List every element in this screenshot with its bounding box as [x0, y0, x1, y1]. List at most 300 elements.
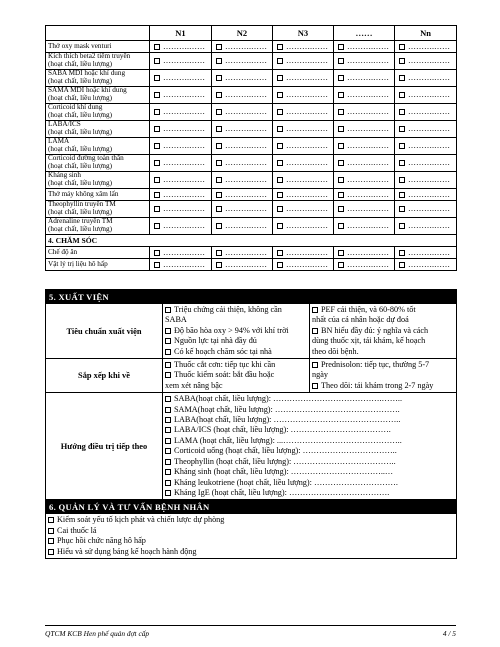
row-label-line: (hoạt chất, liều lượng)	[48, 111, 112, 119]
option-label: Kháng sinh (hoạt chất, liều lượng): ……………………………..…	[174, 467, 394, 477]
checkbox-option[interactable]	[165, 478, 454, 488]
checkbox-icon[interactable]	[277, 250, 283, 256]
entry-cell[interactable]	[273, 121, 334, 138]
checkbox-icon[interactable]	[154, 177, 160, 183]
monitoring-corner-cell	[46, 26, 150, 41]
checkbox-icon[interactable]	[154, 250, 160, 256]
option-label: Cai thuốc lá	[57, 525, 97, 535]
entry-blank: ……….……	[286, 247, 328, 257]
checkbox-icon[interactable]	[277, 160, 283, 166]
checkbox-icon[interactable]	[216, 192, 222, 198]
checkbox-icon[interactable]	[154, 75, 160, 81]
entry-cell[interactable]	[273, 155, 334, 172]
checkbox-option[interactable]: Prednisolon: tiếp tục, thường 5-7	[312, 360, 454, 370]
checkbox-icon[interactable]	[154, 143, 160, 149]
checkbox-option[interactable]	[48, 536, 454, 546]
checkbox-icon[interactable]	[154, 126, 160, 132]
checkbox-icon[interactable]	[165, 427, 171, 433]
entry-cell[interactable]	[334, 155, 395, 172]
checkbox-icon[interactable]	[216, 143, 222, 149]
entry-blank: ……….……	[225, 90, 267, 100]
entry-blank: ……….……	[225, 41, 267, 51]
entry-blank: ……….……	[163, 259, 205, 269]
monitoring-row	[46, 138, 457, 155]
entry-cell[interactable]	[150, 70, 212, 87]
entry-cell[interactable]	[395, 201, 457, 218]
row-label	[46, 41, 150, 53]
checkbox-icon[interactable]	[338, 126, 344, 132]
entry-blank: ……….……	[163, 189, 205, 199]
checkbox-icon[interactable]	[338, 92, 344, 98]
option-continuation: dùng thuốc xịt, tái khám, kế hoạch	[312, 336, 426, 346]
checkbox-icon[interactable]	[154, 223, 160, 229]
entry-cell[interactable]	[395, 218, 457, 235]
checkbox-icon[interactable]	[312, 383, 318, 389]
entry-blank: ……….……	[163, 107, 205, 117]
entry-blank: ……….……	[225, 189, 267, 199]
row-label-line: Corticoid đường toàn thân	[48, 154, 124, 163]
row-label-line: (hoạt chất, liều lượng)	[48, 162, 112, 170]
option-label: LAMA (hoạt chất, liều lượng): ...……………………………………..	[174, 435, 402, 445]
entry-cell[interactable]	[334, 189, 395, 201]
entry-cell[interactable]	[150, 138, 212, 155]
entry-cell[interactable]	[273, 259, 334, 271]
row-label-discharge-arrangement: Sắp xếp khi về	[46, 359, 163, 393]
checkbox-option[interactable]	[165, 488, 454, 498]
entry-cell[interactable]	[212, 53, 273, 70]
checkbox-icon[interactable]	[48, 538, 54, 544]
entry-cell[interactable]	[150, 87, 212, 104]
checkbox-option[interactable]: Theo dõi: tái khám trong 2-7 ngày	[312, 381, 454, 391]
entry-cell[interactable]	[334, 87, 395, 104]
checkbox-icon[interactable]	[277, 126, 283, 132]
entry-cell[interactable]	[273, 189, 334, 201]
entry-cell[interactable]	[212, 218, 273, 235]
entry-cell[interactable]	[150, 53, 212, 70]
checkbox-icon[interactable]	[216, 58, 222, 64]
checkbox-icon[interactable]	[216, 75, 222, 81]
checkbox-icon[interactable]	[399, 44, 405, 50]
entry-blank: ……….……	[286, 204, 328, 214]
option-label: Theophyllin (hoạt chất, liều lượng): ………………………………..	[174, 456, 396, 466]
entry-cell[interactable]	[395, 172, 457, 189]
entry-cell[interactable]	[212, 155, 273, 172]
entry-blank: ……….……	[347, 259, 389, 269]
row-label	[46, 259, 150, 271]
entry-blank: ……….……	[225, 175, 267, 185]
entry-cell[interactable]	[212, 138, 273, 155]
checkbox-icon[interactable]	[338, 44, 344, 50]
checkbox-icon[interactable]	[154, 58, 160, 64]
checkbox-icon[interactable]	[154, 262, 160, 268]
row-label-line: LABA/ICS	[48, 120, 81, 129]
checkbox-icon[interactable]	[216, 262, 222, 268]
section-header-management: 6. QUẢN LÝ VÀ TƯ VẤN BỆNH NHÂN	[46, 500, 457, 514]
footer-divider	[45, 625, 456, 626]
checkbox-icon[interactable]	[399, 143, 405, 149]
checkbox-option[interactable]	[165, 467, 454, 477]
checkbox-icon[interactable]	[338, 192, 344, 198]
entry-cell[interactable]	[273, 247, 334, 259]
row-label-line: Corticoid khí dung	[48, 103, 103, 112]
entry-cell[interactable]	[212, 259, 273, 271]
entry-blank: ……….……	[408, 247, 450, 257]
checkbox-icon[interactable]	[165, 438, 171, 444]
entry-blank: ……….……	[163, 204, 205, 214]
row-label-line: Kháng sinh	[48, 171, 81, 180]
entry-blank: ……….……	[408, 124, 450, 134]
management-row	[46, 514, 457, 559]
entry-blank: ……….……	[163, 41, 205, 51]
entry-blank: ……….……	[347, 158, 389, 168]
checkbox-icon[interactable]	[399, 223, 405, 229]
entry-cell[interactable]	[273, 104, 334, 121]
checkbox-icon[interactable]	[277, 262, 283, 268]
entry-cell[interactable]	[150, 121, 212, 138]
entry-cell[interactable]	[395, 104, 457, 121]
checkbox-icon[interactable]	[154, 44, 160, 50]
entry-cell[interactable]	[150, 104, 212, 121]
option-continuation: SABA	[165, 315, 187, 325]
checkbox-icon[interactable]	[277, 143, 283, 149]
checkbox-icon[interactable]	[216, 206, 222, 212]
checkbox-option[interactable]: Độ bão hòa oxy > 94% với khí trời	[165, 326, 307, 336]
row-label	[46, 247, 150, 259]
monitoring-row	[46, 201, 457, 218]
entry-blank: ……….……	[286, 124, 328, 134]
row-label-line: (hoạt chất, liều lượng)	[48, 128, 112, 136]
option-continuation: theo dõi bệnh.	[312, 346, 359, 356]
row-label-line: (hoạt chất, liều lượng)	[48, 77, 112, 85]
entry-blank: ……….……	[347, 204, 389, 214]
entry-blank: ……….……	[408, 107, 450, 117]
checkbox-icon[interactable]	[277, 177, 283, 183]
entry-blank: ……….……	[408, 221, 450, 231]
entry-blank: ……….……	[163, 141, 205, 151]
entry-cell[interactable]	[395, 155, 457, 172]
checkbox-icon[interactable]	[165, 328, 171, 334]
entry-blank: ……….……	[225, 141, 267, 151]
entry-blank: ……….……	[225, 247, 267, 257]
checkbox-icon[interactable]	[165, 490, 171, 496]
checkbox-icon[interactable]	[154, 160, 160, 166]
checkbox-icon[interactable]	[165, 338, 171, 344]
checkbox-icon[interactable]	[216, 92, 222, 98]
discharge-table	[45, 289, 457, 559]
checkbox-icon[interactable]	[338, 160, 344, 166]
entry-cell[interactable]	[212, 104, 273, 121]
entry-cell[interactable]	[395, 121, 457, 138]
checkbox-icon[interactable]	[399, 75, 405, 81]
entry-blank: ……….……	[286, 175, 328, 185]
column-header: N2	[212, 26, 273, 41]
checkbox-option[interactable]	[165, 425, 454, 435]
entry-cell[interactable]	[150, 218, 212, 235]
checkbox-option[interactable]	[165, 415, 454, 425]
checkbox-icon[interactable]	[165, 362, 171, 368]
monitoring-row	[46, 155, 457, 172]
checkbox-icon[interactable]	[312, 328, 318, 334]
checkbox-icon[interactable]	[165, 372, 171, 378]
entry-blank: ……….……	[163, 90, 205, 100]
checkbox-icon[interactable]	[277, 44, 283, 50]
entry-blank: ……….……	[286, 56, 328, 66]
checkbox-icon[interactable]	[216, 109, 222, 115]
entry-blank: ……….……	[225, 56, 267, 66]
row-label-discharge-criteria: Tiêu chuẩn xuất viện	[46, 304, 163, 359]
checkbox-icon[interactable]	[312, 362, 318, 368]
checkbox-icon[interactable]	[399, 58, 405, 64]
entry-blank: ……….……	[225, 124, 267, 134]
checkbox-icon[interactable]	[48, 517, 54, 523]
entry-cell[interactable]	[334, 121, 395, 138]
entry-blank: ……….……	[286, 141, 328, 151]
checkbox-icon[interactable]	[399, 160, 405, 166]
checkbox-icon[interactable]	[277, 92, 283, 98]
entry-cell[interactable]	[212, 121, 273, 138]
checkbox-icon[interactable]	[399, 262, 405, 268]
row-label-line: (hoạt chất, liều lượng)	[48, 60, 112, 68]
entry-cell[interactable]	[212, 201, 273, 218]
entry-blank: ……….……	[286, 90, 328, 100]
entry-cell[interactable]	[273, 53, 334, 70]
checkbox-icon[interactable]	[399, 250, 405, 256]
entry-blank: ……….……	[286, 107, 328, 117]
checkbox-icon[interactable]	[338, 75, 344, 81]
row-label-followup: Hướng điều trị tiếp theo	[46, 393, 163, 500]
entry-blank: ……….……	[286, 41, 328, 51]
checkbox-icon[interactable]	[312, 307, 318, 313]
checkbox-option[interactable]	[48, 547, 454, 557]
checkbox-icon[interactable]	[277, 109, 283, 115]
checkbox-icon[interactable]	[338, 223, 344, 229]
row-label-line: (hoạt chất, liều lượng)	[48, 94, 112, 102]
entry-blank: ……….……	[225, 73, 267, 83]
checkbox-icon[interactable]	[48, 549, 54, 555]
checkbox-icon[interactable]	[338, 250, 344, 256]
checkbox-icon[interactable]	[165, 349, 171, 355]
entry-blank: ……….……	[286, 259, 328, 269]
entry-cell[interactable]	[334, 41, 395, 53]
entry-blank: ……….……	[408, 189, 450, 199]
entry-cell[interactable]	[395, 189, 457, 201]
entry-cell[interactable]	[273, 138, 334, 155]
checkbox-option[interactable]: Có kế hoạch chăm sóc tại nhà	[165, 347, 307, 357]
entry-blank: ……….……	[286, 221, 328, 231]
criteria-left	[163, 304, 310, 359]
entry-cell[interactable]	[334, 70, 395, 87]
arrangement-left	[163, 359, 310, 393]
checkbox-icon[interactable]	[216, 44, 222, 50]
checkbox-icon[interactable]	[277, 75, 283, 81]
entry-cell[interactable]	[212, 172, 273, 189]
column-header: N1	[150, 26, 212, 41]
checkbox-icon[interactable]	[165, 417, 171, 423]
entry-blank: ……….……	[408, 259, 450, 269]
entry-cell[interactable]	[273, 201, 334, 218]
checkbox-icon[interactable]	[165, 307, 171, 313]
checkbox-icon[interactable]	[399, 192, 405, 198]
monitoring-row	[46, 87, 457, 104]
entry-cell[interactable]	[334, 247, 395, 259]
checkbox-icon[interactable]	[165, 480, 171, 486]
checkbox-option[interactable]: Triệu chứng cải thiện, không cần	[165, 305, 307, 315]
row-label-line: (hoạt chất, liều lượng)	[48, 145, 112, 153]
entry-cell[interactable]	[395, 259, 457, 271]
entry-blank: ……….……	[408, 73, 450, 83]
monitoring-row	[46, 121, 457, 138]
column-header: ……	[334, 26, 395, 41]
entry-cell[interactable]	[395, 41, 457, 53]
entry-cell[interactable]	[273, 87, 334, 104]
checkbox-option[interactable]	[165, 457, 454, 467]
checkbox-option[interactable]: Thuốc kiểm soát: bắt đầu hoặc	[165, 370, 307, 380]
entry-blank: ……….……	[163, 175, 205, 185]
option-label: LABA/ICS (hoạt chất, liều lượng): ……………………………….	[174, 425, 391, 435]
checkbox-icon[interactable]	[399, 109, 405, 115]
checkbox-icon[interactable]	[154, 192, 160, 198]
row-label-line: SABA MDI hoặc khí dung	[48, 69, 126, 78]
checkbox-option[interactable]	[48, 515, 454, 525]
checkbox-icon[interactable]	[216, 223, 222, 229]
checkbox-icon[interactable]	[154, 109, 160, 115]
entry-cell[interactable]	[334, 218, 395, 235]
entry-blank: ……….……	[163, 73, 205, 83]
entry-cell[interactable]	[395, 53, 457, 70]
checkbox-icon[interactable]	[277, 192, 283, 198]
checkbox-option[interactable]	[165, 446, 454, 456]
checkbox-icon[interactable]	[216, 250, 222, 256]
option-label: LABA(hoạt chất, liều lượng): ………………………………………..	[174, 415, 401, 425]
entry-cell[interactable]	[150, 172, 212, 189]
entry-cell[interactable]	[334, 259, 395, 271]
row-label	[46, 87, 150, 104]
entry-cell[interactable]	[212, 87, 273, 104]
entry-cell[interactable]	[150, 201, 212, 218]
entry-cell[interactable]	[395, 247, 457, 259]
entry-cell[interactable]	[150, 259, 212, 271]
entry-cell[interactable]	[334, 104, 395, 121]
monitoring-row	[46, 189, 457, 201]
checkbox-option[interactable]	[48, 526, 454, 536]
column-header: N3	[273, 26, 334, 41]
checkbox-icon[interactable]	[165, 469, 171, 475]
option-label: SAMA(hoạt chất, liều lượng): ……………………………………….	[174, 404, 400, 414]
checkbox-icon[interactable]	[399, 206, 405, 212]
row-label	[46, 104, 150, 121]
entry-cell[interactable]	[212, 70, 273, 87]
checkbox-icon[interactable]	[277, 58, 283, 64]
checkbox-icon[interactable]	[216, 126, 222, 132]
entry-blank: ……….……	[163, 56, 205, 66]
entry-cell[interactable]	[150, 155, 212, 172]
entry-cell[interactable]	[212, 247, 273, 259]
checkbox-option[interactable]: PEF cải thiện, và 60-80% tốt	[312, 305, 454, 315]
entry-blank: ……….……	[408, 90, 450, 100]
discharge-arrangement-row	[46, 359, 457, 393]
entry-cell[interactable]	[212, 189, 273, 201]
row-label-line: Chế độ ăn	[48, 247, 78, 256]
row-label	[46, 201, 150, 218]
option-continuation: ngày	[312, 370, 328, 380]
monitoring-row	[46, 41, 457, 53]
entry-cell[interactable]	[273, 172, 334, 189]
row-label-line: Vật lý trị liệu hô hấp	[48, 259, 108, 268]
monitoring-row	[46, 218, 457, 235]
checkbox-icon[interactable]	[48, 528, 54, 534]
checkbox-icon[interactable]	[399, 126, 405, 132]
row-label-line: Theophyllin truyền TM	[48, 200, 116, 209]
entry-cell[interactable]	[150, 41, 212, 53]
checkbox-icon[interactable]	[338, 58, 344, 64]
entry-blank: ……….……	[347, 41, 389, 51]
row-label	[46, 218, 150, 235]
checkbox-icon[interactable]	[338, 177, 344, 183]
entry-cell[interactable]	[395, 87, 457, 104]
checkbox-icon[interactable]	[277, 223, 283, 229]
monitoring-row	[46, 172, 457, 189]
row-label-line: Thở oxy mask venturi	[48, 41, 112, 50]
checkbox-icon[interactable]	[338, 109, 344, 115]
entry-cell[interactable]	[395, 138, 457, 155]
checkbox-icon[interactable]	[216, 177, 222, 183]
entry-cell[interactable]	[273, 41, 334, 53]
checkbox-icon[interactable]	[338, 143, 344, 149]
checkbox-option[interactable]: Thuốc cắt cơn: tiếp tục khi cần	[165, 360, 307, 370]
entry-blank: ……….……	[408, 141, 450, 151]
row-label-line: (hoạt chất, liều lượng)	[48, 208, 112, 216]
entry-cell[interactable]	[150, 247, 212, 259]
entry-blank: ……….……	[408, 41, 450, 51]
section-header-discharge: 5. XUẤT VIỆN	[46, 290, 457, 304]
entry-cell[interactable]	[150, 189, 212, 201]
checkbox-icon[interactable]	[338, 262, 344, 268]
checkbox-icon[interactable]	[165, 407, 171, 413]
checkbox-icon[interactable]	[399, 92, 405, 98]
entry-cell[interactable]	[334, 201, 395, 218]
monitoring-row	[46, 70, 457, 87]
checkbox-option[interactable]: BN hiểu đầy đủ: ý nghĩa và cách	[312, 326, 454, 336]
checkbox-option[interactable]	[165, 436, 454, 446]
entry-blank: ……….……	[408, 56, 450, 66]
checkbox-icon[interactable]	[165, 459, 171, 465]
entry-blank: ……….……	[286, 189, 328, 199]
entry-blank: ……….……	[408, 175, 450, 185]
checkbox-icon[interactable]	[154, 206, 160, 212]
entry-blank: ……….……	[225, 158, 267, 168]
checkbox-option[interactable]	[165, 394, 454, 404]
checkbox-icon[interactable]	[277, 206, 283, 212]
checkbox-icon[interactable]	[399, 177, 405, 183]
entry-cell[interactable]	[334, 138, 395, 155]
checkbox-option[interactable]: Nguồn lực tại nhà đầy đủ	[165, 336, 307, 346]
checkbox-icon[interactable]	[165, 396, 171, 402]
checkbox-option[interactable]	[165, 405, 454, 415]
option-label: Phục hồi chức năng hô hấp	[57, 536, 146, 546]
entry-blank: ……….……	[347, 189, 389, 199]
checkbox-icon[interactable]	[154, 92, 160, 98]
entry-cell[interactable]	[212, 41, 273, 53]
entry-cell[interactable]	[273, 70, 334, 87]
checkbox-icon[interactable]	[338, 206, 344, 212]
followup-row	[46, 393, 457, 500]
checkbox-icon[interactable]	[165, 448, 171, 454]
checkbox-icon[interactable]	[216, 160, 222, 166]
entry-cell[interactable]	[334, 53, 395, 70]
entry-cell[interactable]	[395, 70, 457, 87]
entry-cell[interactable]	[334, 172, 395, 189]
entry-cell[interactable]	[273, 218, 334, 235]
